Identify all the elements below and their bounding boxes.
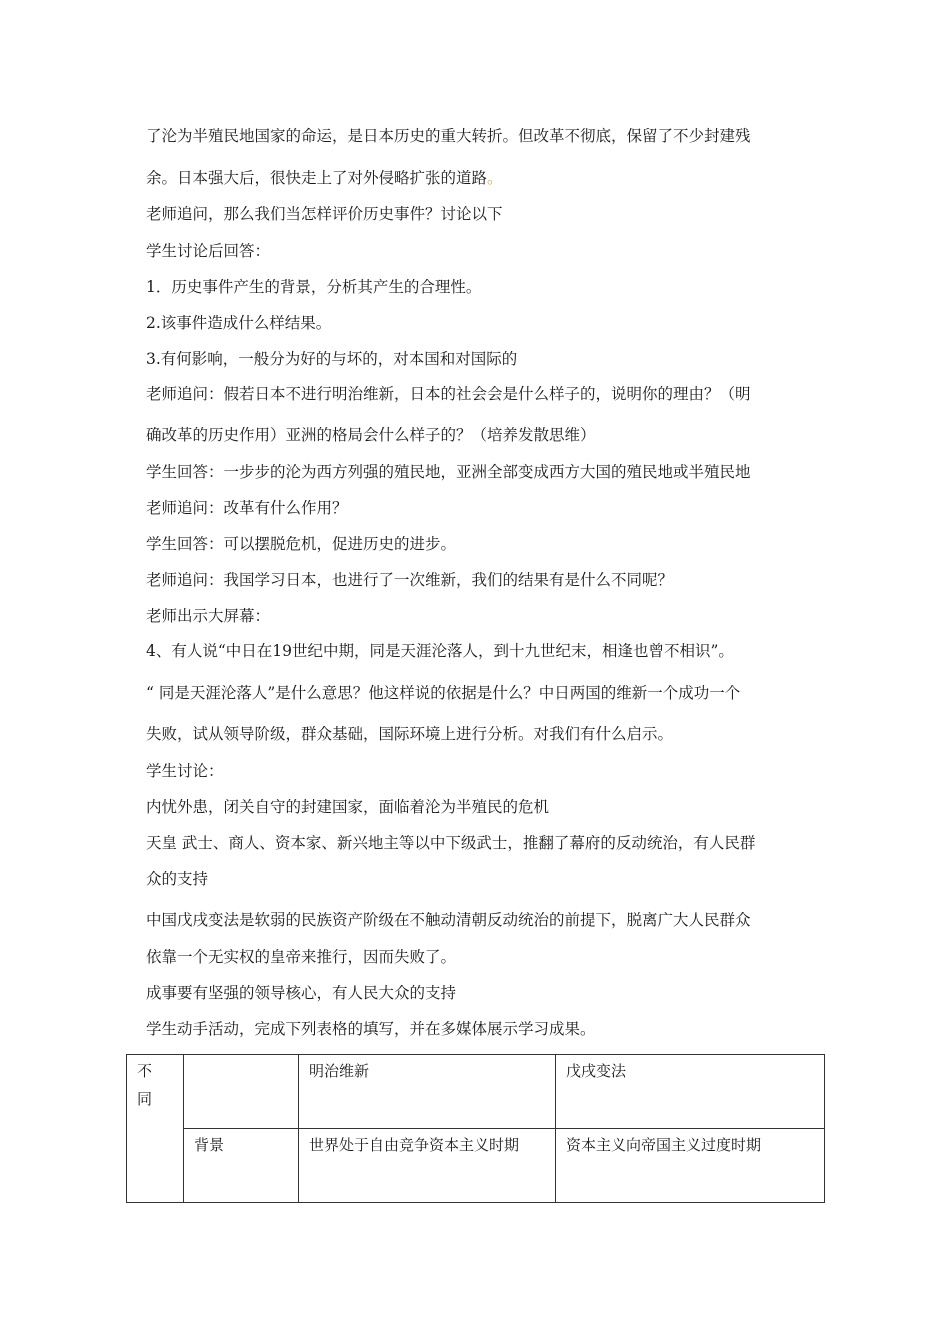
paragraph-line-10: 学生回答：一步步的沦为西方列强的殖民地，亚洲全部变成西方大国的殖民地或半殖民地	[146, 463, 751, 481]
side-label-char-2: 同	[137, 1090, 153, 1108]
table-header-meiji: 明治维新	[299, 1055, 556, 1129]
paragraph-line-7: 3.有何影响，一般分为好的与坏的，对本国和对国际的	[146, 350, 518, 368]
comparison-table	[126, 1054, 825, 1203]
paragraph-line-5: 1．历史事件产生的背景，分析其产生的合理性。	[146, 278, 482, 296]
paragraph-line-13: 老师追问：我国学习日本，也进行了一次维新，我们的结果有是什么不同呢？	[146, 571, 674, 589]
table-side-label	[127, 1055, 184, 1203]
table-header-wuxu: 戊戌变法	[556, 1055, 825, 1129]
paragraph-line-3: 老师追问，那么我们当怎样评价历史事件？讨论以下	[146, 205, 503, 223]
table-cell-meiji-background: 世界处于自由竞争资本主义时期	[299, 1129, 556, 1203]
paragraph-line-16: “ 同是天涯沦落人”是什么意思？他这样说的依据是什么？中日两国的维新一个成功一个	[146, 684, 741, 702]
paragraph-line-25: 学生动手活动，完成下列表格的填写，并在多媒体展示学习成果。	[146, 1020, 596, 1038]
paragraph-line-11: 老师追问：改革有什么作用？	[146, 499, 348, 517]
paragraph-line-12: 学生回答：可以摆脱危机，促进历史的进步。	[146, 535, 457, 553]
paragraph-line-2	[146, 168, 503, 188]
paragraph-line-15: 4、有人说“中日在19世纪中期，同是天涯沦落人，到十九世纪末，相逢也曾不相识”。	[146, 642, 734, 660]
paragraph-line-19: 内忧外患，闭关自守的封建国家，面临着沦为半殖民的危机	[146, 798, 550, 816]
table-cell-wuxu-background: 资本主义向帝国主义过度时期	[556, 1129, 825, 1203]
paragraph-line-6: 2.该事件造成什么样结果。	[146, 314, 332, 332]
table-row	[127, 1129, 825, 1203]
paragraph-line-4: 学生讨论后回答：	[146, 242, 271, 260]
paragraph-line-22: 中国戊戌变法是软弱的民族资产阶级在不触动清朝反动统治的前提下，脱离广大人民群众	[146, 911, 751, 929]
trailing-period: 。	[487, 169, 503, 187]
paragraph-line-14: 老师出示大屏幕：	[146, 607, 271, 625]
table-header-empty	[184, 1055, 299, 1129]
paragraph-line-1: 了沦为半殖民地国家的命运，是日本历史的重大转折。但改革不彻底，保留了不少封建残	[146, 127, 751, 145]
paragraph-line-20: 天皇 武士、商人、资本家、新兴地主等以中下级武士，推翻了幕府的反动统治，有人民群	[146, 834, 756, 852]
paragraph-line-18: 学生讨论：	[146, 762, 224, 780]
paragraph-line-24: 成事要有坚强的领导核心，有人民大众的支持	[146, 984, 457, 1002]
paragraph-line-21: 众的支持	[146, 870, 209, 888]
paragraph-line-8: 老师追问：假若日本不进行明治维新，日本的社会会是什么样子的，说明你的理由？（明	[146, 385, 751, 403]
paragraph-line-17: 失败，试从领导阶级，群众基础，国际环境上进行分析。对我们有什么启示。	[146, 725, 674, 743]
paragraph-line-9: 确改革的历史作用）亚洲的格局会什么样子的？（培养发散思维）	[146, 426, 596, 444]
table-row-label: 背景	[184, 1129, 299, 1203]
paragraph-line-2-text: 余。日本强大后，很快走上了对外侵略扩张的道路	[146, 169, 488, 187]
side-label-char-1: 不	[137, 1062, 153, 1080]
paragraph-line-23: 依靠一个无实权的皇帝来推行，因而失败了。	[146, 948, 457, 966]
table-header-row	[127, 1055, 825, 1129]
